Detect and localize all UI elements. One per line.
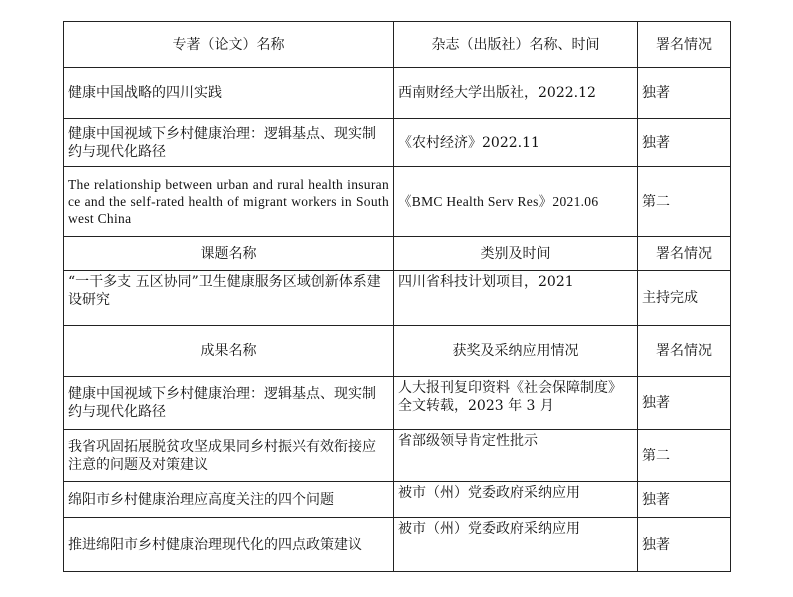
result-adoption: 人大报刊复印资料《社会保障制度》全文转载，2023 年 3 月 bbox=[394, 377, 638, 430]
result-adoption: 省部级领导肯定性批示 bbox=[394, 430, 638, 482]
publication-source: 西南财经大学出版社，2022.12 bbox=[394, 68, 638, 119]
table-row bbox=[64, 430, 731, 482]
authorship: 独著 bbox=[638, 377, 731, 430]
result-title: 绵阳市乡村健康治理应高度关注的四个问题 bbox=[64, 482, 394, 518]
header-row-projects bbox=[64, 237, 731, 271]
achievements-table bbox=[63, 21, 731, 572]
project-title: “一干多支 五区协同”卫生健康服务区域创新体系建设研究 bbox=[64, 271, 394, 326]
result-title: 健康中国视域下乡村健康治理：逻辑基点、现实制约与现代化路径 bbox=[64, 377, 394, 430]
publication-title: 健康中国视域下乡村健康治理：逻辑基点、现实制约与现代化路径 bbox=[64, 119, 394, 167]
result-adoption: 被市（州）党委政府采纳应用 bbox=[394, 518, 638, 572]
result-adoption: 被市（州）党委政府采纳应用 bbox=[394, 482, 638, 518]
authorship: 主持完成 bbox=[638, 271, 731, 326]
publication-title: The relationship between urban and rural health insurance and the self-rated health of migrant workers in Southwest China bbox=[64, 167, 394, 237]
table-row bbox=[64, 167, 731, 237]
table-row bbox=[64, 68, 731, 119]
authorship: 第二 bbox=[638, 167, 731, 237]
table-row bbox=[64, 119, 731, 167]
authorship: 第二 bbox=[638, 430, 731, 482]
publication-source: 《农村经济》2022.11 bbox=[394, 119, 638, 167]
header-journal-time: 杂志（出版社）名称、时间 bbox=[394, 22, 638, 68]
table-row bbox=[64, 377, 731, 430]
publication-title: 健康中国战略的四川实践 bbox=[64, 68, 394, 119]
header-result-title: 成果名称 bbox=[64, 326, 394, 377]
authorship: 独著 bbox=[638, 482, 731, 518]
result-title: 推进绵阳市乡村健康治理现代化的四点政策建议 bbox=[64, 518, 394, 572]
header-authorship: 署名情况 bbox=[638, 237, 731, 271]
table-row bbox=[64, 518, 731, 572]
authorship: 独著 bbox=[638, 518, 731, 572]
header-authorship: 署名情况 bbox=[638, 326, 731, 377]
project-category: 四川省科技计划项目，2021 bbox=[394, 271, 638, 326]
authorship: 独著 bbox=[638, 68, 731, 119]
table-row bbox=[64, 271, 731, 326]
header-category-time: 类别及时间 bbox=[394, 237, 638, 271]
header-publication-title: 专著（论文）名称 bbox=[64, 22, 394, 68]
header-row-publications bbox=[64, 22, 731, 68]
header-row-results bbox=[64, 326, 731, 377]
header-authorship: 署名情况 bbox=[638, 22, 731, 68]
header-award-adoption: 获奖及采纳应用情况 bbox=[394, 326, 638, 377]
publication-source: 《BMC Health Serv Res》2021.06 bbox=[394, 167, 638, 237]
result-title: 我省巩固拓展脱贫攻坚成果同乡村振兴有效衔接应注意的问题及对策建议 bbox=[64, 430, 394, 482]
header-project-title: 课题名称 bbox=[64, 237, 394, 271]
authorship: 独著 bbox=[638, 119, 731, 167]
table-row bbox=[64, 482, 731, 518]
